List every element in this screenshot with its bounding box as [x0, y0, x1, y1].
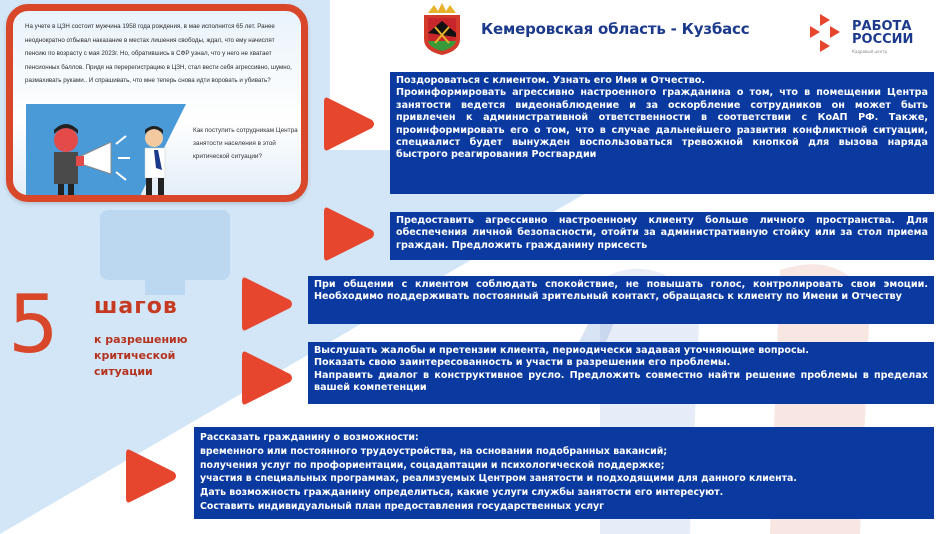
region-title: Кемеровская область - Кузбасс — [481, 20, 750, 38]
scenario-question: Как поступить сотрудникам Центра занятости населения в этой критической ситуации? — [193, 127, 298, 160]
play-arrow-icon — [240, 274, 294, 334]
logo-line1: РАБОТА — [852, 19, 912, 34]
angry-man-megaphone-illustration — [26, 104, 186, 202]
step-5-line: Дать возможность гражданину определиться, какие услуги службы занятости его интересуют. — [200, 487, 724, 499]
logo-line2: РОССИИ — [852, 32, 914, 47]
step-1-line: Проинформировать агрессивно настроенного гражданина о том, что в помещении Центра занятости ведется видеонаблюдение и за оскорбление сотрудников он может быть привлечен к административной ответственности в соответствии с КоАП РФ. Также, проинформировать его о том, что в случае дальнейшего развития конфликтной ситуации, специалист будет вынужден воспользоваться тревожной кнопкой для вызова наряда быстрого реагирования Росгвардии — [396, 87, 928, 161]
step-5-line: Составить индивидуальный план предоставления государственных услуг — [200, 500, 605, 512]
step-5-line: участия в специальных программах, реализуемых Центром занятости и подходящими для данного клиента. — [200, 473, 797, 485]
steps-subtitle — [94, 332, 187, 380]
step-1-line: Поздороваться с клиентом. Узнать его Имя и Отчество. — [396, 75, 706, 86]
steps-subtitle-line: к разрешению — [94, 333, 188, 346]
kuzbass-coat-of-arms-icon — [420, 3, 464, 55]
scenario-text: На учете в ЦЗН состоит мужчина 1958 года рождения, в мае исполнится 65 лет. Ранее неоднократно отбывал наказание в местах лишения свободы, ждал, что ему начислят пенсию по возрасту с мая 2023г. Но, обратившись в СФР узнал, что у него не хватает пенсионных баллов. Придя на перерегистрацию в ЦЗН, стал вести себя агрессивно, шумно, размахивать руками.. И спрашивать, что мне теперь снова идти воровать и убивать? — [25, 23, 292, 85]
step-5-box — [194, 427, 934, 519]
step-4-box — [308, 342, 934, 404]
step-1-box — [390, 72, 934, 194]
logo-subtitle: Кадровый центр — [852, 49, 888, 54]
play-arrow-icon — [124, 446, 178, 506]
step-5-line: Рассказать гражданину о возможности: — [200, 432, 419, 443]
rabota-rossii-logo — [810, 12, 940, 57]
step-5-line: получения услуг по профориентации, соцадаптации и психологической поддержке; — [200, 459, 665, 471]
step-3-line: При общении с клиентом соблюдать спокойствие, не повышать голос, контролировать свои эмоции. Необходимо поддерживать постоянный зрительный контакт, обращаясь к клиенту по Имени и Отчеству — [314, 279, 928, 303]
step-5-line: временного или постоянного трудоустройства, на основании подобранных вакансий; — [200, 445, 668, 457]
step-4-line: Направить диалог в конструктивное русло. Предложить совместно найти решение проблемы в пределах вашей компетенции — [314, 369, 928, 394]
steps-subtitle-line: ситуации — [94, 365, 153, 378]
step-2-box — [390, 212, 934, 260]
step-2-line: Предоставить агрессивно настроенному клиенту больше личного пространства. Для обеспечения личной безопасности, отойти за административную стойку или за стол приема граждан. Предложить гражданину присесть — [396, 215, 928, 251]
steps-subtitle-line: критической — [94, 349, 176, 362]
step-4-line: Показать свою заинтересованность и участи в разрешении его проблемы. — [314, 357, 731, 369]
rabota-rossii-logo-icon — [810, 12, 850, 56]
play-arrow-icon — [322, 94, 376, 154]
step-4-line: Выслушать жалобы и претензии клиента, периодически задавая уточняющие вопросы. — [314, 345, 809, 356]
play-arrow-icon — [322, 204, 376, 264]
step-3-box — [308, 276, 934, 324]
steps-count: 5 — [8, 278, 59, 371]
steps-title: шагов — [94, 294, 178, 319]
play-arrow-icon — [240, 348, 294, 408]
scenario-card — [6, 4, 308, 202]
logo-text — [852, 20, 913, 46]
